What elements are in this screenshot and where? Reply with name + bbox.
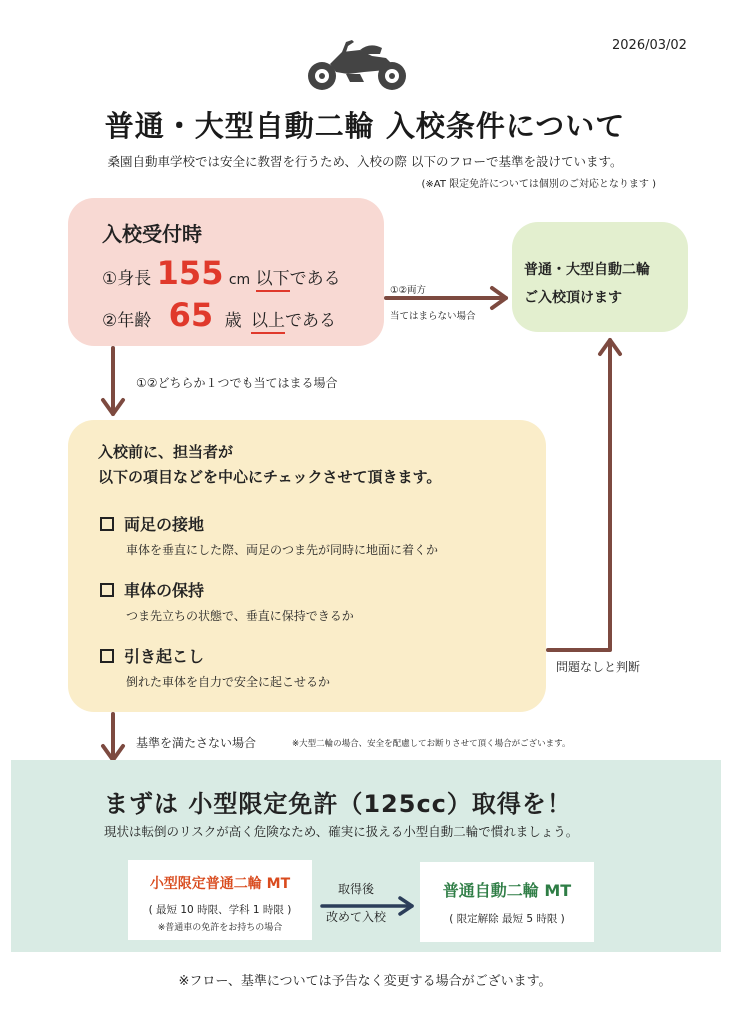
check-item-desc: 車体を垂直にした際、両足のつま先が同時に地面に着くか bbox=[126, 543, 439, 557]
cond2-prefix: ②年齢 bbox=[102, 311, 152, 331]
fail-label: 基準を満たさない場合 bbox=[136, 736, 257, 750]
cond1-suffix: である bbox=[289, 269, 341, 289]
regular-license-card bbox=[420, 862, 594, 942]
small-license-card-sub: ( 最短 10 時限、学科 1 時限 ) bbox=[148, 904, 292, 916]
admission-ok-text bbox=[524, 256, 650, 312]
pre-check-heading-1: 入校前に、担当者が bbox=[98, 443, 234, 461]
footer-note: ※フロー、基準については予告なく変更する場合がございます。 bbox=[178, 974, 552, 989]
arrow-right-label-2: 当てはまらない場合 bbox=[390, 311, 476, 322]
ok-line-2: ご入校頂けます bbox=[524, 290, 622, 306]
cond2-value: 65 bbox=[168, 296, 214, 334]
small-license-card-note: ※普通車の免許をお持ちの場合 bbox=[157, 923, 283, 933]
check-item-title: 両足の接地 bbox=[124, 515, 205, 534]
arrow-down-label: ①②どちらか１つでも当てはまる場合 bbox=[136, 376, 338, 390]
pre-check-heading-2: 以下の項目などを中心にチェックさせて頂きます。 bbox=[98, 468, 442, 486]
check-item-desc: つま先立ちの状態で、垂直に保持できるか bbox=[126, 609, 354, 623]
checkbox-icon bbox=[100, 583, 114, 597]
lead-text: 桑園自動車学校では安全に教習を行うため、入校の際 以下のフローで基準を設けています。 bbox=[107, 154, 623, 169]
lead-note: (※AT 限定免許については個別のご対応となります ) bbox=[421, 179, 656, 190]
ok-line-1: 普通・大型自動二輪 bbox=[524, 262, 650, 278]
page-title: 普通・大型自動二輪 入校条件について bbox=[104, 109, 626, 143]
fail-note: ※大型二輪の場合、安全を配慮してお断りさせて頂く場合がございます。 bbox=[292, 739, 571, 749]
small-license-card-title: 小型限定普通二輪 MT bbox=[149, 876, 291, 892]
check-item-desc: 倒れた車体を自力で安全に起こせるか bbox=[126, 675, 331, 689]
cond1-value: 155 bbox=[156, 254, 224, 292]
cond1-unit: cm bbox=[228, 272, 251, 288]
regular-license-card-title: 普通自動二輪 MT bbox=[442, 881, 572, 900]
arrow-right-label-1: ①②両方 bbox=[390, 285, 427, 296]
condition-age bbox=[102, 296, 336, 334]
arrow-up-ok bbox=[548, 340, 610, 650]
reception-title: 入校受付時 bbox=[102, 222, 202, 246]
check-item bbox=[100, 578, 354, 624]
checkbox-icon bbox=[100, 649, 114, 663]
cond1-prefix: ①身長 bbox=[102, 269, 152, 289]
small-license-card bbox=[128, 860, 312, 940]
check-item bbox=[100, 512, 438, 558]
regular-license-card-sub: ( 限定解除 最短 5 時限 ) bbox=[449, 913, 565, 925]
pre-check-heading bbox=[98, 440, 441, 490]
arrow-bottom-label: 改めて入校 bbox=[326, 910, 387, 924]
no-problem-label: 問題なしと判断 bbox=[556, 660, 641, 674]
check-item-title: 引き起こし bbox=[124, 647, 205, 666]
date: 2026/03/02 bbox=[612, 38, 687, 53]
small-license-title: まずは 小型限定免許（125cc）取得を！ bbox=[104, 790, 572, 818]
checkbox-icon bbox=[100, 517, 114, 531]
small-license-sub: 現状は転倒のリスクが高く危険なため、確実に扱える小型自動二輪で慣れましょう。 bbox=[104, 824, 579, 839]
cond2-unit: 歳 bbox=[224, 311, 242, 331]
check-item bbox=[100, 644, 330, 690]
check-item-title: 車体の保持 bbox=[124, 581, 205, 600]
arrow-top-label: 取得後 bbox=[338, 882, 375, 896]
cond2-suffix: である bbox=[285, 311, 336, 331]
cond2-emph: 以上 bbox=[251, 306, 285, 331]
condition-height bbox=[102, 254, 341, 292]
cond1-emph: 以下 bbox=[256, 264, 290, 289]
